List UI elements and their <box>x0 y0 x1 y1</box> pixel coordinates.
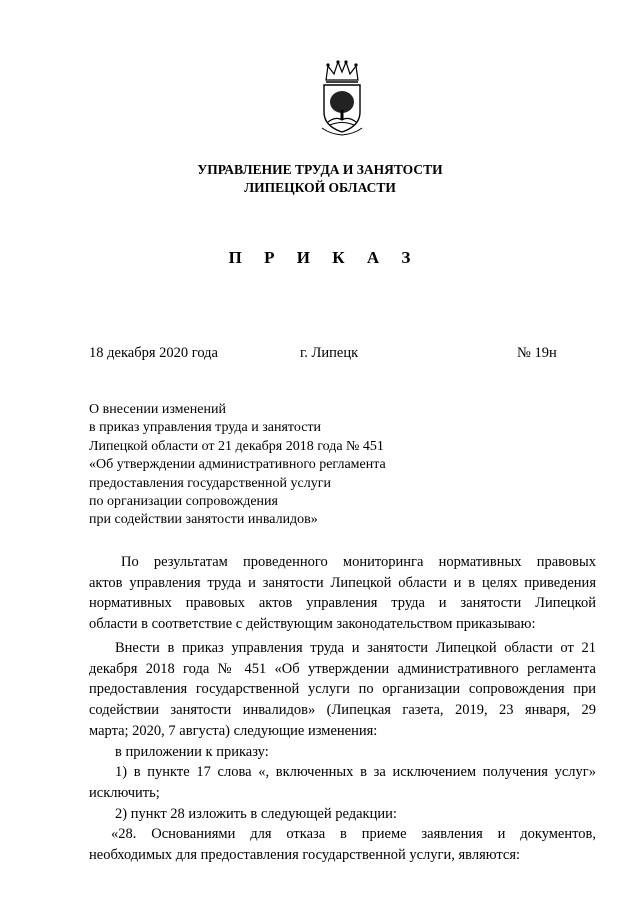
body-line: 2) пункт 28 изложить в следующей редакции: <box>115 805 397 822</box>
preamble-paragraph <box>89 552 596 635</box>
subject-line: при содействии занятости инвалидов» <box>89 512 318 528</box>
body-line: 1) в пункте 17 слова «, включенных в за исключением получения услуг» <box>115 764 596 781</box>
document-subject <box>89 401 386 530</box>
subject-line: «Об утверждении административного регламента <box>89 457 386 473</box>
document-number: № 19н <box>517 345 557 361</box>
body-line: в приложении к приказу: <box>115 743 269 760</box>
body-line: декабря 2018 года № 451 «Об утверждении административного регламента <box>89 660 596 677</box>
body-line: Внести в приказ управления труда и занятости Липецкой области от 21 <box>115 640 596 656</box>
body-line: области в соответствие с действующим законодательством приказываю: <box>89 616 536 633</box>
order-paragraph <box>89 638 596 866</box>
body-line: исключить; <box>89 784 160 801</box>
document-city: г. Липецк <box>300 345 359 361</box>
subject-line: Липецкой области от 21 декабря 2018 года № 451 <box>89 438 384 454</box>
organization-name-line1: УПРАВЛЕНИЕ ТРУДА И ЗАНЯТОСТИ <box>197 162 443 177</box>
coat-of-arms-emblem <box>316 60 368 138</box>
subject-line: О внесении изменений <box>89 402 226 417</box>
subject-line: в приказ управления труда и занятости <box>89 420 322 436</box>
body-line: предоставления государственной услуги по организации сопровождения при <box>89 681 596 698</box>
body-line: нормативных правовых актов управления труда и занятости Липецкой <box>89 595 596 612</box>
body-line: содействии занятости инвалидов» (Липецкая газета, 2019, 23 января, 29 <box>89 702 596 719</box>
document-date: 18 декабря 2020 года <box>89 345 218 361</box>
body-line: По результатам проведенного мониторинга нормативных правовых <box>121 554 596 570</box>
body-line: марта; 2020, 7 августа) следующие изменения: <box>89 722 378 739</box>
body-line: необходимых для предоставления государственной услуги, являются: <box>89 847 521 864</box>
organization-name-line2: ЛИПЕЦКОЙ ОБЛАСТИ <box>244 180 396 195</box>
subject-line: по организации сопровождения <box>89 494 278 510</box>
document-type-title: П Р И К А З <box>228 248 420 267</box>
subject-line: предоставления государственной услуги <box>89 475 331 491</box>
body-line: актов управления труда и занятости Липецкой области и в целях приведения <box>89 574 596 591</box>
body-line: «28. Основаниями для отказа в приеме заявления и документов, <box>111 826 596 843</box>
